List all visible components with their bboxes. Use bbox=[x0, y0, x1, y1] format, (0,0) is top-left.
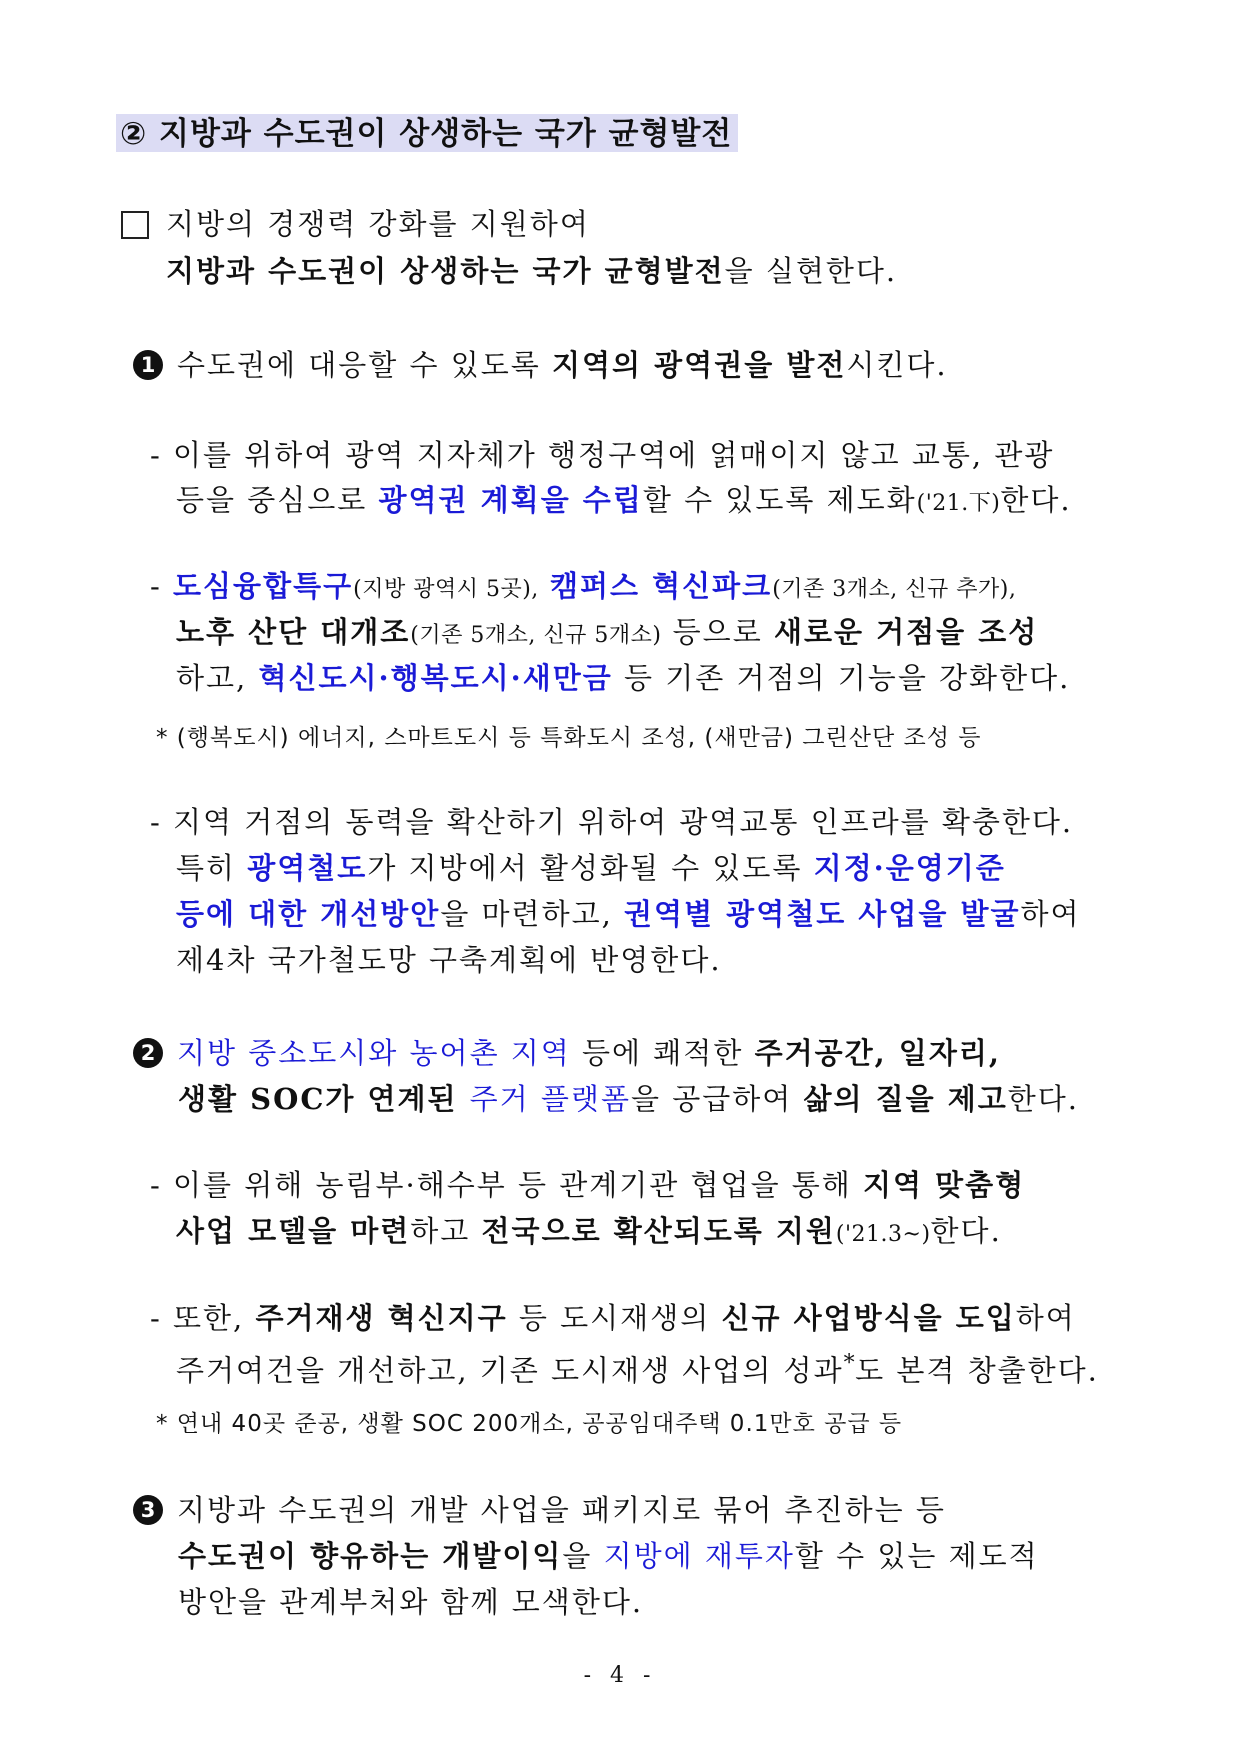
intro-line-2: 지방과 수도권이 상생하는 국가 균형발전을 실현한다. bbox=[166, 254, 898, 288]
item-2-bullet-1-line-2: 사업 모델을 마련하고 전국으로 확산되도록 지원('21.3~)한다. bbox=[176, 1214, 1002, 1248]
item-1-bullet-3-line-3: 등에 대한 개선방안을 마련하고, 권역별 광역철도 사업을 발굴하여 bbox=[176, 897, 1081, 931]
item-1-bullet-2-line-3: 하고, 혁신도시·행복도시·새만금 등 기존 거점의 기능을 강화한다. bbox=[176, 661, 1071, 695]
number-2-icon: 2 bbox=[133, 1038, 163, 1068]
checkbox-square-icon bbox=[121, 211, 149, 239]
item-1-bullet-2-line-1: - 도심융합특구(지방 광역시 5곳), 캠퍼스 혁신파크(기존 3개소, 신규 추가), bbox=[150, 569, 1017, 603]
item-3-heading-line-3: 방안을 관계부처와 함께 모색한다. bbox=[178, 1585, 644, 1619]
item-2-heading-line-1: 2 지방 중소도시와 농어촌 지역 등에 쾌적한 주거공간, 일자리, bbox=[133, 1033, 1001, 1073]
intro-line-1: 지방의 경쟁력 강화를 지원하여 bbox=[166, 207, 590, 241]
item-1-bullet-3-line-2: 특히 광역철도가 지방에서 활성화될 수 있도록 지정·운영기준 bbox=[176, 851, 1006, 885]
item-3-heading-line-1: 3 지방과 수도권의 개발 사업을 패키지로 묶어 추진하는 등 bbox=[133, 1490, 946, 1530]
item-2-bullet-2-line-1: - 또한, 주거재생 혁신지구 등 도시재생의 신규 사업방식을 도입하여 bbox=[150, 1301, 1076, 1335]
item-2-heading-line-2: 생활 SOC가 연계된 주거 플랫폼을 공급하여 삶의 질을 제고한다. bbox=[178, 1082, 1080, 1116]
number-1-icon: 1 bbox=[133, 350, 163, 380]
number-3-icon: 3 bbox=[133, 1495, 163, 1525]
item-1-bullet-3-line-1: - 지역 거점의 동력을 확산하기 위하여 광역교통 인프라를 확충한다. bbox=[150, 805, 1074, 839]
item-2-footnote: * 연내 40곳 준공, 생활 SOC 200개소, 공공임대주택 0.1만호 공급 등 bbox=[156, 1411, 903, 1437]
item-1-bullet-2-line-2: 노후 산단 대개조(기존 5개소, 신규 5개소) 등으로 새로운 거점을 조성 bbox=[176, 615, 1039, 649]
item-1-heading: 1 수도권에 대응할 수 있도록 지역의 광역권을 발전시킨다. bbox=[133, 345, 948, 385]
item-3-heading-line-2: 수도권이 향유하는 개발이익을 지방에 재투자할 수 있는 제도적 bbox=[178, 1539, 1039, 1573]
item-1-bullet-1-line-1: - 이를 위하여 광역 지자체가 행정구역에 얽매이지 않고 교통, 관광 bbox=[150, 438, 1055, 472]
item-1-bullet-3-line-4: 제4차 국가철도망 구축계획에 반영한다. bbox=[176, 943, 722, 977]
item-2-bullet-2-line-2: 주거여건을 개선하고, 기존 도시재생 사업의 성과*도 본격 창출한다. bbox=[176, 1351, 1099, 1388]
item-1-footnote: * (행복도시) 에너지, 스마트도시 등 특화도시 조성, (새만금) 그린산단 조성 등 bbox=[156, 725, 982, 751]
item-2-bullet-1-line-1: - 이를 위해 농림부·해수부 등 관계기관 협업을 통해 지역 맞춤형 bbox=[150, 1168, 1026, 1202]
page-number: - 4 - bbox=[583, 1663, 657, 1688]
section-title: ② 지방과 수도권이 상생하는 국가 균형발전 bbox=[116, 114, 738, 154]
item-1-bullet-1-line-2: 등을 중심으로 광역권 계획을 수립할 수 있도록 제도화('21.下)한다. bbox=[176, 483, 1072, 517]
